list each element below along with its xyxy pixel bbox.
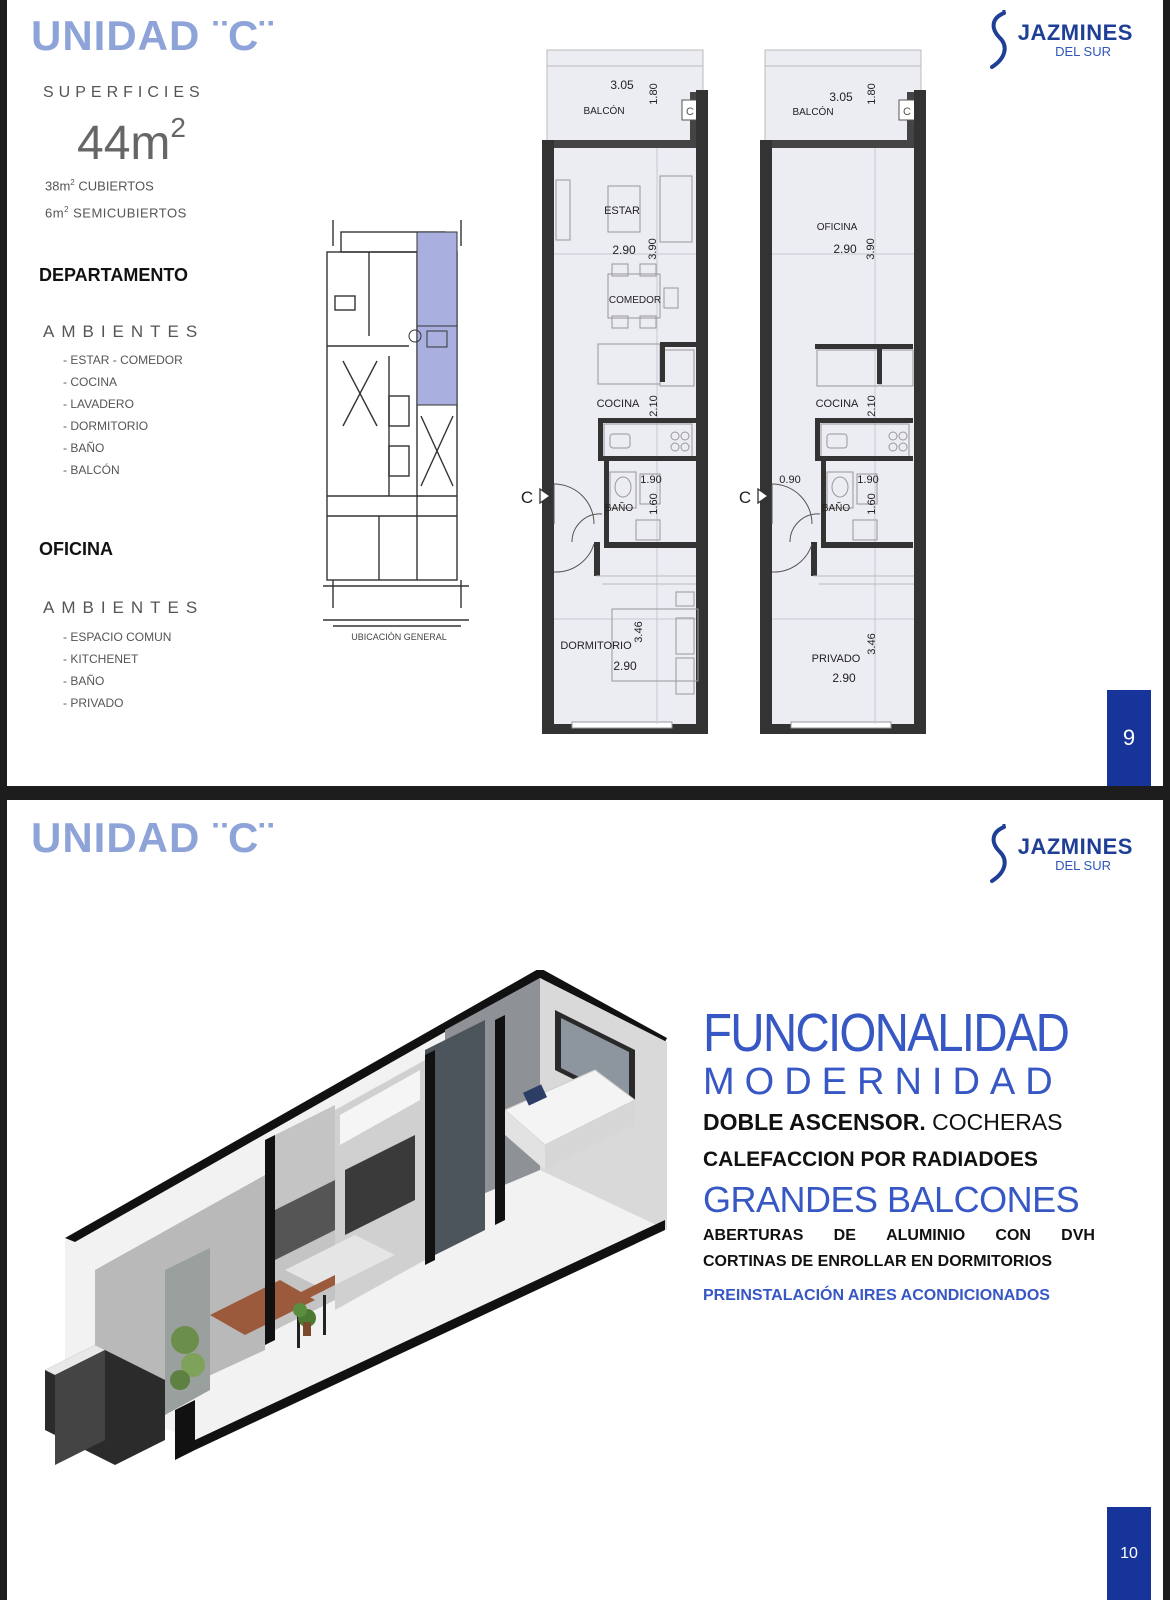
room-cocina-label: COCINA (596, 398, 640, 410)
unit-3d-render (35, 970, 685, 1470)
feature-calefaccion: CALEFACCION POR RADIADOES (703, 1148, 1038, 1171)
slide-10 (7, 800, 1163, 1600)
balcon-width: 3.05 (829, 90, 853, 104)
balcon-width: 3.05 (610, 78, 634, 92)
estar-width: 2.90 (612, 243, 636, 257)
oficina-ambientes-label: AMBIENTES (43, 598, 205, 617)
list-item: - ESTAR - COMEDOR (63, 353, 183, 367)
list-item: - ESPACIO COMUN (63, 630, 172, 644)
floor-plan-oficina (735, 44, 945, 744)
privado-width: 2.90 (832, 671, 856, 685)
room-cocina-label: COCINA (815, 398, 859, 410)
feature-funcionalidad: FUNCIONALIDAD (703, 1003, 1069, 1063)
slide-9 (7, 0, 1163, 786)
dormitorio-height: 3.46 (633, 621, 645, 643)
list-item: - LAVADERO (63, 397, 134, 411)
room-oficina-label: OFICINA (816, 222, 858, 233)
room-comedor-label: COMEDOR (608, 295, 662, 306)
cocina-height: 2.10 (866, 395, 878, 417)
superficies-label: SUPERFICIES (43, 84, 205, 101)
logo-sub: DEL SUR (1055, 44, 1111, 59)
door-width: 0.90 (779, 474, 801, 486)
cubiertos-value: 38m (45, 178, 71, 194)
departamento-list (63, 353, 183, 485)
section-mark: C (520, 488, 534, 507)
site-plan (319, 216, 479, 656)
floor-plan-departamento (512, 44, 722, 744)
room-bano-label: BAÑO (604, 503, 634, 514)
feature-balcones: GRANDES BALCONES (703, 1179, 1080, 1220)
site-plan-label: UBICACIÓN GENERAL (351, 632, 447, 642)
room-estar-label: ESTAR (604, 205, 640, 217)
departamento-heading: DEPARTAMENTO (39, 265, 189, 285)
feature-aires: PREINSTALACIÓN AIRES ACONDICIONADOS (703, 1287, 1050, 1304)
logo-name: JAZMINES (1017, 834, 1133, 859)
list-item: - BAÑO (63, 674, 105, 688)
feature-cortinas: CORTINAS DE ENROLLAR EN DORMITORIOS (703, 1253, 1053, 1270)
unit-title: UNIDAD ¨C¨ (31, 12, 275, 59)
semi-label: SEMICUBIERTOS (73, 205, 187, 221)
list-item: - BAÑO (63, 441, 105, 455)
cubiertos-label: CUBIERTOS (78, 178, 154, 194)
feature-aberturas-word: DVH (1061, 1227, 1095, 1244)
feature-aberturas-word: ABERTURAS (703, 1227, 804, 1244)
features-block (703, 1005, 1099, 1309)
feature-aberturas-word: CON (995, 1227, 1031, 1244)
c-box-label: C (903, 106, 911, 118)
departamento-ambientes-label: AMBIENTES (43, 322, 205, 341)
bano-height: 1.60 (648, 493, 660, 515)
balcon-label: BALCÓN (583, 106, 625, 117)
balcon-height: 1.80 (648, 83, 660, 105)
logo-name: JAZMINES (1017, 20, 1133, 45)
total-area-unit-sup: 2 (170, 112, 186, 143)
unit-highlight (417, 232, 457, 405)
oficina-heading: OFICINA (39, 539, 113, 559)
privado-height: 3.46 (866, 633, 878, 655)
feature-ascensor-bold: DOBLE ASCENSOR. (703, 1109, 926, 1135)
cubiertos-area (45, 178, 154, 193)
logo-sub: DEL SUR (1055, 858, 1111, 873)
semi-sup: 2 (64, 205, 70, 214)
feature-aberturas (703, 1223, 1095, 1249)
feature-ascensor (703, 1105, 1099, 1139)
room-privado-label: PRIVADO (811, 653, 861, 665)
room-bano-label: BAÑO (821, 503, 851, 514)
page-number: 9 (1107, 690, 1151, 786)
semicubiertos-area (45, 205, 187, 220)
estar-height: 3.90 (647, 238, 659, 260)
bano-width: 1.90 (857, 474, 879, 486)
jazmines-logo-icon (986, 824, 1012, 884)
list-item: - COCINA (63, 375, 117, 389)
list-item: - KITCHENET (63, 652, 139, 666)
list-item: - BALCÓN (63, 463, 120, 477)
total-area (77, 112, 186, 171)
semi-value: 6m (45, 205, 65, 221)
feature-aberturas-word: ALUMINIO (886, 1227, 966, 1244)
unit-title: UNIDAD ¨C¨ (31, 814, 275, 861)
cocina-height: 2.10 (648, 395, 660, 417)
page-number: 10 (1107, 1507, 1151, 1600)
balcon-label: BALCÓN (792, 107, 834, 118)
feature-aberturas-word: DE (833, 1227, 856, 1244)
total-area-value: 44m (77, 117, 171, 170)
dormitorio-width: 2.90 (613, 659, 637, 673)
list-item: - PRIVADO (63, 696, 124, 710)
section-mark: C (738, 488, 752, 507)
brand-logo (986, 824, 1133, 884)
room-dormitorio-label: DORMITORIO (560, 640, 632, 652)
bano-height: 1.60 (866, 493, 878, 515)
c-box-label: C (686, 106, 694, 118)
oficina-height: 3.90 (865, 238, 877, 260)
list-item: - DORMITORIO (63, 419, 149, 433)
feature-ascensor-rest: COCHERAS (925, 1109, 1063, 1135)
jazmines-logo-icon (986, 10, 1012, 70)
cubiertos-sup: 2 (70, 178, 75, 187)
brand-logo (986, 10, 1133, 70)
balcon-height: 1.80 (866, 83, 878, 105)
feature-modernidad: MODERNIDAD (703, 1061, 1063, 1103)
oficina-list (63, 630, 171, 718)
bano-width: 1.90 (640, 474, 662, 486)
oficina-width: 2.90 (833, 242, 857, 256)
